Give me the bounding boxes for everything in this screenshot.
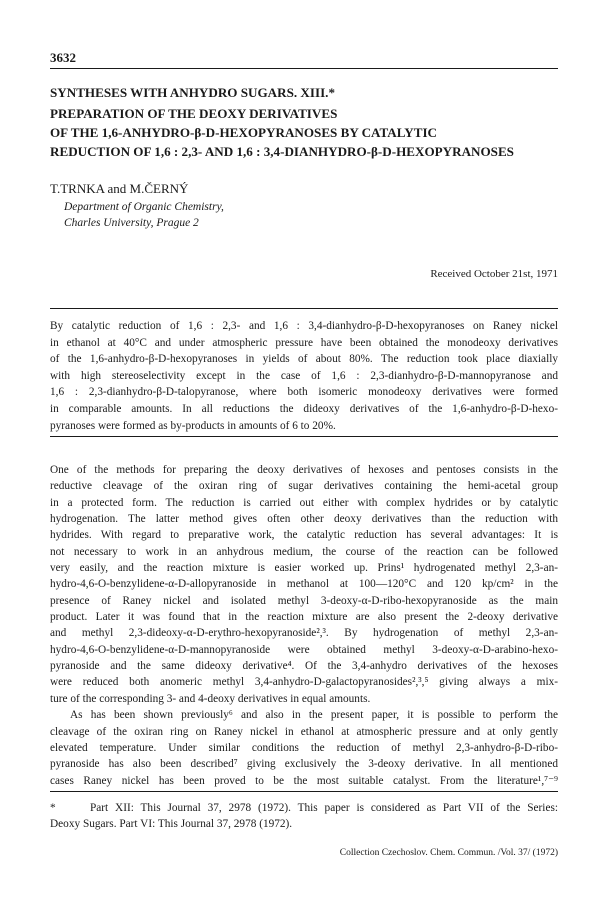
footnote-text: Part XII: This Journal 37, 2978 (1972). This paper is considered as Part VII of the Series:: [90, 802, 558, 814]
body-line: pyranoside and the same dideoxy derivative⁴. Of the 3,4-anhydro derivatives of the hexoses: [50, 660, 558, 673]
body-line: hydrides. With regard to preparative work, the catalytic reduction has several advantages: It is: [50, 529, 558, 542]
body-line: and methyl 2,3-dideoxy-α-D-erythro-hexopyranoside²,³. By hydrogenation of methyl 2,3-an-: [50, 627, 558, 640]
abstract-rule-top: [50, 308, 558, 309]
footnote-rule: [50, 791, 558, 792]
abstract-line: By catalytic reduction of 1,6 : 2,3- and 1,6 : 3,4-dianhydro-β-D-hexopyranoses on Raney nickel: [50, 320, 558, 332]
title-line: PREPARATION OF THE DEOXY DERIVATIVES: [50, 106, 338, 121]
journal-footer: Collection Czechoslov. Chem. Commun. /Vol. 37/ (1972): [339, 848, 558, 858]
abstract-line: in ethanol at 40°C and under atmospheric pressure have been obtained the monodeoxy derivatives: [50, 336, 558, 349]
article-title: [50, 83, 560, 161]
authors: T.TRNKA and M.ČERNÝ: [50, 181, 189, 196]
body-line: elevated temperature. Under similar conditions the reduction of methyl 2,3-anhydro-β-D-ribo-: [50, 741, 558, 754]
body-line: reductive cleavage of the oxiran ring of sugar derivatives containing the hemi-acetal group: [50, 480, 558, 493]
body-line: hydro-4,6-O-benzylidene-α-D-mannopyranoside were obtained methyl 3-deoxy-α-D-arabino-hexo-: [50, 643, 558, 656]
footnote-mark: *: [50, 802, 56, 814]
abstract-line: in comparable amounts. In all reductions the dideoxy derivatives of the 1,6-anhydro-β-D-hexo-: [50, 402, 558, 415]
body-line: As has been shown previously⁶ and also in the present paper, it is possible to perform the: [70, 709, 558, 722]
affiliation-line: Department of Organic Chemistry,: [64, 201, 224, 213]
footnote-line: [50, 800, 558, 816]
abstract-line: with high stereoselectivity except in the case of 1,6 : 2,3-dianhydro-β-D-mannopyranose and: [50, 369, 558, 382]
affiliation-line: Charles University, Prague 2: [64, 216, 199, 229]
affiliation: [64, 200, 224, 231]
body-line: cleavage of the oxiran ring on Raney nickel in ethanol at atmospheric pressure and at only gently: [50, 725, 558, 738]
title-line: OF THE 1,6-ANHYDRO-β-D-HEXOPYRANOSES BY CATALYTIC: [50, 125, 438, 140]
abstract-line: of the 1,6-anhydro-β-D-hexopyranoses in yields of about 80%. The reduction took place diaxially: [50, 353, 558, 366]
abstract: [50, 318, 558, 434]
body-line: One of the methods for preparing the deoxy derivatives of hexoses and pentoses consists in the: [50, 464, 558, 476]
body-line: pyranoside has also been described⁷ giving exclusively the 3-deoxy derivative. In all mentioned: [50, 758, 558, 771]
body-line: cases Raney nickel has been proved to be the most suitable catalyst. From the literature¹,⁷⁻⁹: [50, 774, 558, 787]
body-line: in a protected form. The reduction is carried out either with complex hydrides or by catalytic: [50, 496, 558, 509]
body-line: hydro-4,6-O-benzylidene-α-D-allopyranoside in methanol at 100—120°C and 120 kp/cm² in the: [50, 578, 558, 591]
received-date: Received October 21st, 1971: [430, 268, 558, 280]
body-line: were reduced both anomeric methyl 3,4-anhydro-D-galactopyranosides²,³,⁵ giving always a mix-: [50, 676, 558, 689]
body-line: presence of Raney nickel and isolated methyl 3-deoxy-α-D-ribo-hexopyranoside as the main: [50, 594, 558, 607]
abstract-rule-bottom: [50, 436, 558, 437]
body-line: very easily, and the reaction mixture is easier worked up. Prins¹ hydrogenated methyl 2,3-an-: [50, 562, 558, 575]
body-text: [50, 462, 558, 789]
title-line: REDUCTION OF 1,6 : 2,3- AND 1,6 : 3,4-DIANHYDRO-β-D-HEXOPYRANOSES: [50, 144, 514, 159]
series-title: SYNTHESES WITH ANHYDRO SUGARS. XIII.*: [50, 85, 335, 100]
footnote-line: Deoxy Sugars. Part VI: This Journal 37, 2978 (1972).: [50, 818, 293, 831]
abstract-line: pyranoses were formed as by-products in amounts of 6 to 20%.: [50, 419, 336, 432]
body-line: not necessary to work in an anhydrous medium, the course of the reaction can be followed: [50, 545, 558, 558]
page-number: 3632: [50, 50, 76, 65]
abstract-line: 1,6 : 2,3-dianhydro-β-D-talopyranose, where both isomeric monodeoxy derivatives were formed: [50, 386, 558, 399]
body-line: product. Later it was found that in the reaction mixture are also present the 2-deoxy derivative: [50, 611, 558, 624]
header-rule: [50, 68, 558, 69]
body-line: ture of the corresponding 3- and 4-deoxy derivatives in equal amounts.: [50, 692, 371, 705]
footnote: [50, 800, 558, 833]
body-line: hydrogenation. The latter method gives often other deoxy derivatives than the reduction with: [50, 513, 558, 526]
